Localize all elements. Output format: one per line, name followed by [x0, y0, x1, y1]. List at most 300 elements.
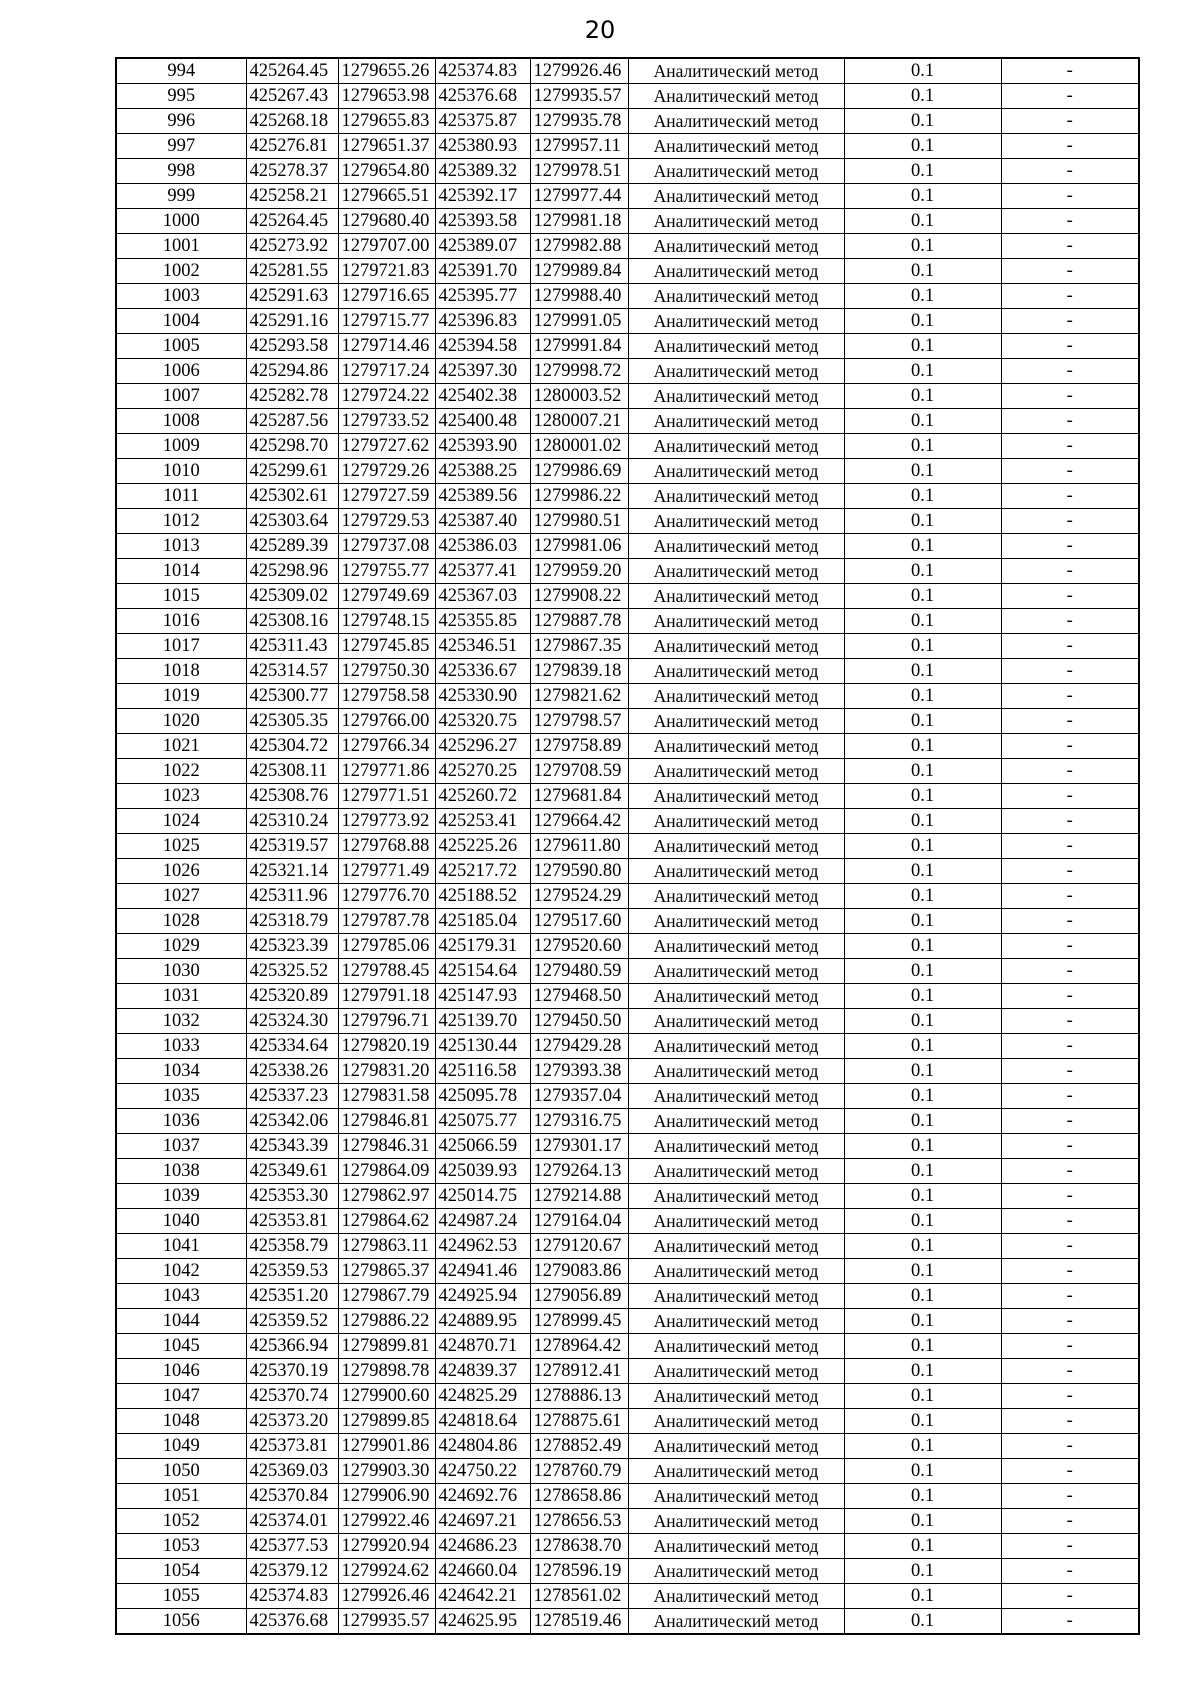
method-cell: Аналитический метод [628, 209, 844, 234]
table-row [116, 1209, 1139, 1234]
method-cell: Аналитический метод [628, 684, 844, 709]
x1-cell: 425358.79 [246, 1234, 338, 1259]
table-row [116, 534, 1139, 559]
accuracy-cell: 0.1 [844, 1209, 1001, 1234]
accuracy-cell: 0.1 [844, 709, 1001, 734]
x2-cell: 424925.94 [435, 1284, 530, 1309]
x1-cell: 425305.35 [246, 709, 338, 734]
y1-cell: 1279886.22 [338, 1309, 435, 1334]
y2-cell: 1279982.88 [530, 234, 628, 259]
x1-cell: 425359.53 [246, 1259, 338, 1284]
y1-cell: 1279766.00 [338, 709, 435, 734]
point-number-cell: 1030 [116, 959, 246, 984]
y1-cell: 1279863.11 [338, 1234, 435, 1259]
method-cell: Аналитический метод [628, 1584, 844, 1609]
note-cell: - [1001, 334, 1139, 359]
method-cell: Аналитический метод [628, 584, 844, 609]
table-row [116, 1184, 1139, 1209]
y2-cell: 1279839.18 [530, 659, 628, 684]
x1-cell: 425370.19 [246, 1359, 338, 1384]
x2-cell: 425376.68 [435, 84, 530, 109]
point-number-cell: 1016 [116, 609, 246, 634]
y2-cell: 1279998.72 [530, 359, 628, 384]
y2-cell: 1278852.49 [530, 1434, 628, 1459]
point-number-cell: 1015 [116, 584, 246, 609]
table-row [116, 734, 1139, 759]
table-row [116, 334, 1139, 359]
y2-cell: 1279867.35 [530, 634, 628, 659]
table-row [116, 434, 1139, 459]
note-cell: - [1001, 58, 1139, 84]
accuracy-cell: 0.1 [844, 959, 1001, 984]
table-row [116, 284, 1139, 309]
method-cell: Аналитический метод [628, 1034, 844, 1059]
x1-cell: 425300.77 [246, 684, 338, 709]
y1-cell: 1279920.94 [338, 1534, 435, 1559]
point-number-cell: 1033 [116, 1034, 246, 1059]
y2-cell: 1279480.59 [530, 959, 628, 984]
accuracy-cell: 0.1 [844, 1034, 1001, 1059]
method-cell: Аналитический метод [628, 434, 844, 459]
table-row [116, 159, 1139, 184]
x2-cell: 425095.78 [435, 1084, 530, 1109]
y1-cell: 1279926.46 [338, 1584, 435, 1609]
accuracy-cell: 0.1 [844, 1084, 1001, 1109]
method-cell: Аналитический метод [628, 1009, 844, 1034]
table-row [116, 884, 1139, 909]
point-number-cell: 1020 [116, 709, 246, 734]
x2-cell: 424839.37 [435, 1359, 530, 1384]
y1-cell: 1279653.98 [338, 84, 435, 109]
note-cell: - [1001, 1459, 1139, 1484]
y2-cell: 1279611.80 [530, 834, 628, 859]
point-number-cell: 1013 [116, 534, 246, 559]
point-number-cell: 1024 [116, 809, 246, 834]
y2-cell: 1279517.60 [530, 909, 628, 934]
x2-cell: 425388.25 [435, 459, 530, 484]
x1-cell: 425370.74 [246, 1384, 338, 1409]
note-cell: - [1001, 84, 1139, 109]
y1-cell: 1279724.22 [338, 384, 435, 409]
x1-cell: 425324.30 [246, 1009, 338, 1034]
point-number-cell: 1023 [116, 784, 246, 809]
method-cell: Аналитический метод [628, 734, 844, 759]
accuracy-cell: 0.1 [844, 284, 1001, 309]
point-number-cell: 1043 [116, 1284, 246, 1309]
x1-cell: 425369.03 [246, 1459, 338, 1484]
x1-cell: 425282.78 [246, 384, 338, 409]
table-row [116, 709, 1139, 734]
x2-cell: 425147.93 [435, 984, 530, 1009]
point-number-cell: 1054 [116, 1559, 246, 1584]
x1-cell: 425302.61 [246, 484, 338, 509]
point-number-cell: 1055 [116, 1584, 246, 1609]
accuracy-cell: 0.1 [844, 884, 1001, 909]
y1-cell: 1279935.57 [338, 1609, 435, 1635]
accuracy-cell: 0.1 [844, 1309, 1001, 1334]
point-number-cell: 1051 [116, 1484, 246, 1509]
method-cell: Аналитический метод [628, 1309, 844, 1334]
y2-cell: 1278519.46 [530, 1609, 628, 1635]
method-cell: Аналитический метод [628, 1509, 844, 1534]
x2-cell: 425179.31 [435, 934, 530, 959]
accuracy-cell: 0.1 [844, 634, 1001, 659]
y1-cell: 1279771.49 [338, 859, 435, 884]
table-row [116, 1159, 1139, 1184]
note-cell: - [1001, 1584, 1139, 1609]
y2-cell: 1279164.04 [530, 1209, 628, 1234]
x1-cell: 425337.23 [246, 1084, 338, 1109]
x1-cell: 425278.37 [246, 159, 338, 184]
accuracy-cell: 0.1 [844, 84, 1001, 109]
method-cell: Аналитический метод [628, 234, 844, 259]
y2-cell: 1279524.29 [530, 884, 628, 909]
y1-cell: 1279721.83 [338, 259, 435, 284]
note-cell: - [1001, 384, 1139, 409]
note-cell: - [1001, 784, 1139, 809]
x1-cell: 425325.52 [246, 959, 338, 984]
x1-cell: 425298.96 [246, 559, 338, 584]
x2-cell: 425116.58 [435, 1059, 530, 1084]
y1-cell: 1279665.51 [338, 184, 435, 209]
table-row [116, 1409, 1139, 1434]
note-cell: - [1001, 1534, 1139, 1559]
method-cell: Аналитический метод [628, 1084, 844, 1109]
y2-cell: 1278964.42 [530, 1334, 628, 1359]
accuracy-cell: 0.1 [844, 1359, 1001, 1384]
x2-cell: 425389.32 [435, 159, 530, 184]
accuracy-cell: 0.1 [844, 134, 1001, 159]
point-number-cell: 1036 [116, 1109, 246, 1134]
x2-cell: 425154.64 [435, 959, 530, 984]
method-cell: Аналитический метод [628, 759, 844, 784]
accuracy-cell: 0.1 [844, 659, 1001, 684]
method-cell: Аналитический метод [628, 84, 844, 109]
table-row [116, 259, 1139, 284]
x1-cell: 425376.68 [246, 1609, 338, 1635]
x2-cell: 425394.58 [435, 334, 530, 359]
method-cell: Аналитический метод [628, 384, 844, 409]
x2-cell: 424825.29 [435, 1384, 530, 1409]
method-cell: Аналитический метод [628, 58, 844, 84]
accuracy-cell: 0.1 [844, 1109, 1001, 1134]
point-number-cell: 1042 [116, 1259, 246, 1284]
point-number-cell: 999 [116, 184, 246, 209]
point-number-cell: 1005 [116, 334, 246, 359]
x2-cell: 424625.95 [435, 1609, 530, 1635]
accuracy-cell: 0.1 [844, 1009, 1001, 1034]
y2-cell: 1279429.28 [530, 1034, 628, 1059]
y2-cell: 1278561.02 [530, 1584, 628, 1609]
table-row [116, 984, 1139, 1009]
x2-cell: 425130.44 [435, 1034, 530, 1059]
point-number-cell: 1040 [116, 1209, 246, 1234]
x1-cell: 425314.57 [246, 659, 338, 684]
point-number-cell: 1012 [116, 509, 246, 534]
x2-cell: 425389.07 [435, 234, 530, 259]
x2-cell: 424870.71 [435, 1334, 530, 1359]
point-number-cell: 997 [116, 134, 246, 159]
table-row [116, 359, 1139, 384]
x1-cell: 425338.26 [246, 1059, 338, 1084]
table-row [116, 1434, 1139, 1459]
note-cell: - [1001, 259, 1139, 284]
accuracy-cell: 0.1 [844, 734, 1001, 759]
point-number-cell: 1006 [116, 359, 246, 384]
x1-cell: 425377.53 [246, 1534, 338, 1559]
x1-cell: 425349.61 [246, 1159, 338, 1184]
y1-cell: 1279651.37 [338, 134, 435, 159]
x1-cell: 425289.39 [246, 534, 338, 559]
y1-cell: 1279654.80 [338, 159, 435, 184]
table-row [116, 109, 1139, 134]
note-cell: - [1001, 409, 1139, 434]
method-cell: Аналитический метод [628, 259, 844, 284]
point-number-cell: 1046 [116, 1359, 246, 1384]
x2-cell: 425389.56 [435, 484, 530, 509]
accuracy-cell: 0.1 [844, 209, 1001, 234]
note-cell: - [1001, 1009, 1139, 1034]
y2-cell: 1279935.78 [530, 109, 628, 134]
accuracy-cell: 0.1 [844, 1134, 1001, 1159]
note-cell: - [1001, 584, 1139, 609]
accuracy-cell: 0.1 [844, 1384, 1001, 1409]
x2-cell: 425346.51 [435, 634, 530, 659]
accuracy-cell: 0.1 [844, 1609, 1001, 1635]
x1-cell: 425308.76 [246, 784, 338, 809]
accuracy-cell: 0.1 [844, 809, 1001, 834]
method-cell: Аналитический метод [628, 334, 844, 359]
note-cell: - [1001, 1259, 1139, 1284]
y1-cell: 1279898.78 [338, 1359, 435, 1384]
table-row [116, 559, 1139, 584]
y2-cell: 1278999.45 [530, 1309, 628, 1334]
point-number-cell: 1034 [116, 1059, 246, 1084]
x2-cell: 425397.30 [435, 359, 530, 384]
x1-cell: 425264.45 [246, 209, 338, 234]
y1-cell: 1279755.77 [338, 559, 435, 584]
y2-cell: 1279120.67 [530, 1234, 628, 1259]
table-row [116, 1084, 1139, 1109]
method-cell: Аналитический метод [628, 459, 844, 484]
x1-cell: 425373.81 [246, 1434, 338, 1459]
y2-cell: 1278658.86 [530, 1484, 628, 1509]
y2-cell: 1278760.79 [530, 1459, 628, 1484]
point-number-cell: 1038 [116, 1159, 246, 1184]
point-number-cell: 1001 [116, 234, 246, 259]
point-number-cell: 1047 [116, 1384, 246, 1409]
x1-cell: 425309.02 [246, 584, 338, 609]
note-cell: - [1001, 434, 1139, 459]
method-cell: Аналитический метод [628, 484, 844, 509]
y2-cell: 1279981.18 [530, 209, 628, 234]
accuracy-cell: 0.1 [844, 309, 1001, 334]
x2-cell: 425375.87 [435, 109, 530, 134]
x1-cell: 425353.30 [246, 1184, 338, 1209]
accuracy-cell: 0.1 [844, 159, 1001, 184]
accuracy-cell: 0.1 [844, 234, 1001, 259]
table-row [116, 1309, 1139, 1334]
method-cell: Аналитический метод [628, 1259, 844, 1284]
accuracy-cell: 0.1 [844, 434, 1001, 459]
table-row [116, 459, 1139, 484]
table-row [116, 1359, 1139, 1384]
y1-cell: 1279820.19 [338, 1034, 435, 1059]
method-cell: Аналитический метод [628, 1159, 844, 1184]
note-cell: - [1001, 209, 1139, 234]
y1-cell: 1279655.26 [338, 58, 435, 84]
x2-cell: 425395.77 [435, 284, 530, 309]
method-cell: Аналитический метод [628, 184, 844, 209]
note-cell: - [1001, 984, 1139, 1009]
y1-cell: 1279899.81 [338, 1334, 435, 1359]
table-row [116, 759, 1139, 784]
y1-cell: 1279773.92 [338, 809, 435, 834]
note-cell: - [1001, 1034, 1139, 1059]
y2-cell: 1279520.60 [530, 934, 628, 959]
table-row [116, 409, 1139, 434]
x2-cell: 425374.83 [435, 58, 530, 84]
y1-cell: 1279796.71 [338, 1009, 435, 1034]
x2-cell: 425336.67 [435, 659, 530, 684]
method-cell: Аналитический метод [628, 959, 844, 984]
y2-cell: 1279959.20 [530, 559, 628, 584]
y1-cell: 1279900.60 [338, 1384, 435, 1409]
table-row [116, 909, 1139, 934]
method-cell: Аналитический метод [628, 1234, 844, 1259]
note-cell: - [1001, 659, 1139, 684]
accuracy-cell: 0.1 [844, 259, 1001, 284]
y2-cell: 1279988.40 [530, 284, 628, 309]
x1-cell: 425323.39 [246, 934, 338, 959]
x2-cell: 425367.03 [435, 584, 530, 609]
table-row [116, 1059, 1139, 1084]
method-cell: Аналитический метод [628, 409, 844, 434]
note-cell: - [1001, 1284, 1139, 1309]
x2-cell: 424818.64 [435, 1409, 530, 1434]
y1-cell: 1279680.40 [338, 209, 435, 234]
method-cell: Аналитический метод [628, 509, 844, 534]
method-cell: Аналитический метод [628, 634, 844, 659]
point-number-cell: 1007 [116, 384, 246, 409]
x1-cell: 425267.43 [246, 84, 338, 109]
y1-cell: 1279924.62 [338, 1559, 435, 1584]
y1-cell: 1279899.85 [338, 1409, 435, 1434]
method-cell: Аналитический метод [628, 1184, 844, 1209]
table-row [116, 1234, 1139, 1259]
y1-cell: 1279903.30 [338, 1459, 435, 1484]
y2-cell: 1279468.50 [530, 984, 628, 1009]
x2-cell: 425260.72 [435, 784, 530, 809]
x1-cell: 425320.89 [246, 984, 338, 1009]
accuracy-cell: 0.1 [844, 1434, 1001, 1459]
table-row [116, 959, 1139, 984]
table-row [116, 184, 1139, 209]
note-cell: - [1001, 884, 1139, 909]
y2-cell: 1279758.89 [530, 734, 628, 759]
y2-cell: 1278886.13 [530, 1384, 628, 1409]
point-number-cell: 1008 [116, 409, 246, 434]
note-cell: - [1001, 809, 1139, 834]
x1-cell: 425308.11 [246, 759, 338, 784]
accuracy-cell: 0.1 [844, 184, 1001, 209]
table-row [116, 1034, 1139, 1059]
x1-cell: 425294.86 [246, 359, 338, 384]
x2-cell: 425392.17 [435, 184, 530, 209]
y1-cell: 1279862.97 [338, 1184, 435, 1209]
table-row [116, 509, 1139, 534]
x1-cell: 425304.72 [246, 734, 338, 759]
y1-cell: 1279766.34 [338, 734, 435, 759]
y2-cell: 1278875.61 [530, 1409, 628, 1434]
note-cell: - [1001, 1309, 1139, 1334]
x1-cell: 425287.56 [246, 409, 338, 434]
method-cell: Аналитический метод [628, 1384, 844, 1409]
y2-cell: 1279989.84 [530, 259, 628, 284]
x2-cell: 424660.04 [435, 1559, 530, 1584]
x1-cell: 425308.16 [246, 609, 338, 634]
x2-cell: 424889.95 [435, 1309, 530, 1334]
x1-cell: 425310.24 [246, 809, 338, 834]
x2-cell: 425320.75 [435, 709, 530, 734]
page-number: 20 [584, 16, 616, 44]
y2-cell: 1279798.57 [530, 709, 628, 734]
x1-cell: 425373.20 [246, 1409, 338, 1434]
point-number-cell: 1049 [116, 1434, 246, 1459]
table-row [116, 1334, 1139, 1359]
x2-cell: 424697.21 [435, 1509, 530, 1534]
x2-cell: 424987.24 [435, 1209, 530, 1234]
x2-cell: 425075.77 [435, 1109, 530, 1134]
accuracy-cell: 0.1 [844, 909, 1001, 934]
method-cell: Аналитический метод [628, 884, 844, 909]
point-number-cell: 998 [116, 159, 246, 184]
y2-cell: 1279264.13 [530, 1159, 628, 1184]
x2-cell: 425185.04 [435, 909, 530, 934]
y1-cell: 1279791.18 [338, 984, 435, 1009]
method-cell: Аналитический метод [628, 1534, 844, 1559]
y2-cell: 1278912.41 [530, 1359, 628, 1384]
table-row [116, 84, 1139, 109]
method-cell: Аналитический метод [628, 834, 844, 859]
table-row [116, 1584, 1139, 1609]
note-cell: - [1001, 709, 1139, 734]
point-number-cell: 1004 [116, 309, 246, 334]
note-cell: - [1001, 859, 1139, 884]
table-row [116, 1459, 1139, 1484]
note-cell: - [1001, 1609, 1139, 1635]
x2-cell: 425296.27 [435, 734, 530, 759]
y2-cell: 1279590.80 [530, 859, 628, 884]
y2-cell: 1279450.50 [530, 1009, 628, 1034]
y2-cell: 1279926.46 [530, 58, 628, 84]
table-row [116, 809, 1139, 834]
y1-cell: 1279776.70 [338, 884, 435, 909]
x2-cell: 424962.53 [435, 1234, 530, 1259]
method-cell: Аналитический метод [628, 1359, 844, 1384]
accuracy-cell: 0.1 [844, 784, 1001, 809]
method-cell: Аналитический метод [628, 559, 844, 584]
accuracy-cell: 0.1 [844, 334, 1001, 359]
point-number-cell: 1053 [116, 1534, 246, 1559]
y2-cell: 1279978.51 [530, 159, 628, 184]
y1-cell: 1279733.52 [338, 409, 435, 434]
accuracy-cell: 0.1 [844, 609, 1001, 634]
y1-cell: 1279906.90 [338, 1484, 435, 1509]
x2-cell: 425039.93 [435, 1159, 530, 1184]
x2-cell: 425391.70 [435, 259, 530, 284]
table-row [116, 1384, 1139, 1409]
